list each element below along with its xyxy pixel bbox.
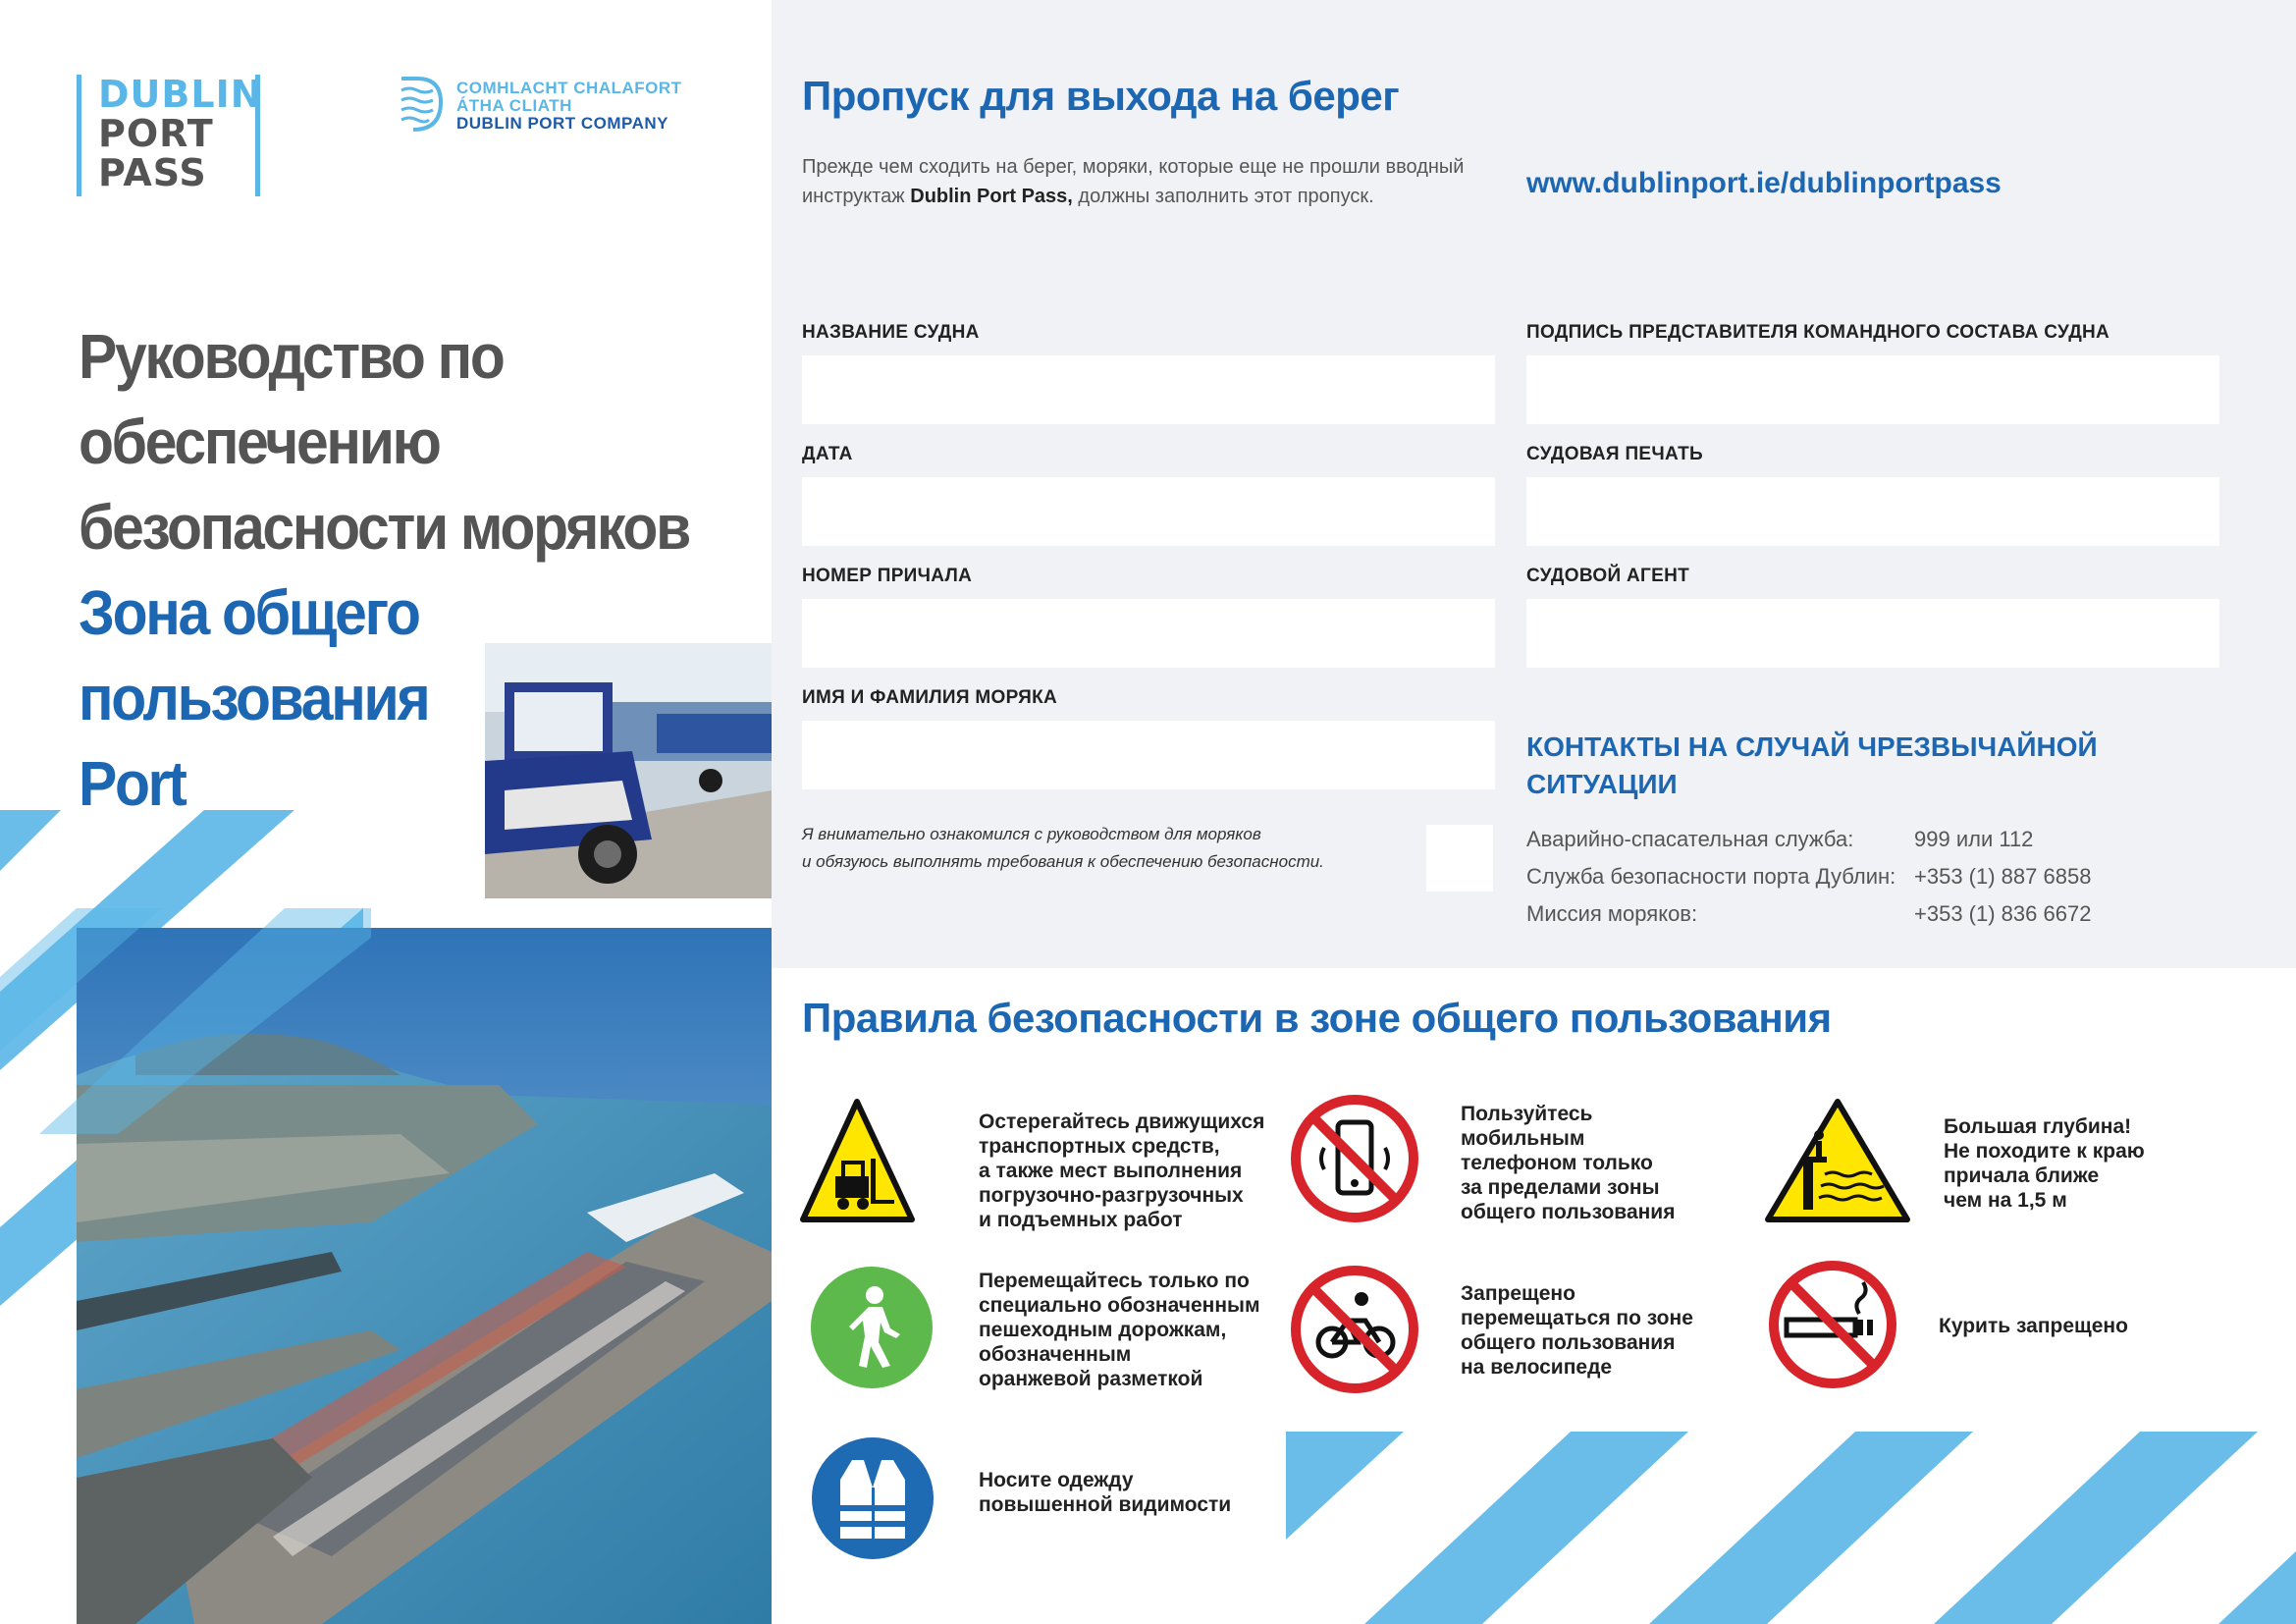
rule-text-line: перемещаться по зоне <box>1461 1307 1693 1329</box>
berth-number-field[interactable] <box>802 599 1495 668</box>
intro-text-1: Прежде чем сходить на берег, моряки, которые еще не прошли вводный инструктаж <box>802 156 1465 207</box>
shore-pass-intro <box>802 152 1489 211</box>
rule-text-line: транспортных средств, <box>979 1135 1220 1158</box>
hi-vis-vest-icon <box>811 1436 934 1560</box>
rule-text-line: телефоном только <box>1461 1152 1653 1174</box>
dublin-port-company-logo <box>398 75 721 134</box>
rule-text-line: за пределами зоны <box>1461 1176 1660 1199</box>
rule-text-line: повышенной видимости <box>979 1493 1232 1516</box>
rule-text-line: а также мест выполнения <box>979 1160 1243 1182</box>
mobile-phone-prohibited-icon <box>1289 1093 1420 1224</box>
rule-text-pedestrian <box>979 1269 1259 1391</box>
note-line2: и обязуюсь выполнять требования к обеспечению безопасности. <box>802 852 1324 871</box>
note-line1: Я внимательно ознакомился с руководством для моряков <box>802 825 1261 843</box>
guide-subtitle-line3: Port <box>79 748 186 819</box>
rule-text-mobile-phone <box>1461 1102 1675 1224</box>
intro-text-bold: Dublin Port Pass, <box>910 186 1073 207</box>
rule-text-line: Носите одежду <box>979 1469 1134 1491</box>
field-label-ship-agent: СУДОВОЙ АГЕНТ <box>1526 566 1689 586</box>
shore-pass-title: Пропуск для выхода на берег <box>802 73 1400 119</box>
field-label-vessel-name: НАЗВАНИЕ СУДНА <box>802 322 980 343</box>
seafarers-mission-phone: +353 (1) 836 6672 <box>1914 901 2092 926</box>
logo-line-pass: PASS <box>98 151 207 194</box>
field-label-ship-stamp: СУДОВАЯ ПЕЧАТЬ <box>1526 444 1703 464</box>
rule-text-line: погрузочно-разгрузочных <box>979 1184 1244 1207</box>
guide-subtitle-line2: пользования <box>79 663 429 733</box>
rule-text-forklift <box>979 1110 1264 1232</box>
logo-line-dublin: DUBLIN <box>98 73 263 116</box>
rule-text-line: обозначенным <box>979 1343 1132 1366</box>
rule-text-line: чем на 1,5 м <box>1944 1189 2067 1212</box>
rule-text-line: на велосипеде <box>1461 1356 1613 1379</box>
rule-text-line: и подъемных работ <box>979 1209 1183 1231</box>
dpc-line-english: DUBLIN PORT COMPANY <box>456 114 669 133</box>
rule-text-line: Не походите к краю <box>1944 1140 2145 1163</box>
officer-signature-field[interactable] <box>1526 355 2219 424</box>
acknowledgement-checkbox[interactable] <box>1426 825 1493 892</box>
field-label-seafarer-name: ИМЯ И ФАМИЛИЯ МОРЯКА <box>802 687 1058 708</box>
rule-text-line: причала ближе <box>1944 1164 2100 1187</box>
emergency-contacts-title: КОНТАКТЫ НА СЛУЧАЙ ЧРЕЗВЫЧАЙНОЙ СИТУАЦИИ <box>1526 731 2098 799</box>
decorative-stripes-right <box>1286 1432 2296 1624</box>
emergency-service-phone: 999 или 112 <box>1914 827 2034 851</box>
rule-text-line: Курить запрещено <box>1939 1315 2128 1337</box>
guide-title-line3: безопасности моряков <box>79 492 689 563</box>
rule-text-line: мобильным <box>1461 1127 1585 1150</box>
field-label-officer-signature: ПОДПИСЬ ПРЕДСТАВИТЕЛЯ КОМАНДНОГО СОСТАВА СУДНА <box>1526 322 2110 343</box>
emergency-service-name: Аварийно-спасательная служба: <box>1526 827 1854 851</box>
logo-bar-left <box>77 75 81 196</box>
guide-title-line2: обеспечению <box>79 406 440 477</box>
logo-line-port: PORT <box>98 112 214 155</box>
seafarers-mission-name: Миссия моряков: <box>1526 901 1698 926</box>
no-smoking-icon <box>1767 1259 1898 1390</box>
rule-text-line: специально обозначенным <box>979 1294 1260 1317</box>
field-label-date: ДАТА <box>802 444 853 464</box>
ship-agent-field[interactable] <box>1526 599 2219 668</box>
rule-text-line: пешеходным дорожкам, <box>979 1319 1227 1341</box>
rule-text-hi-vis <box>979 1468 1231 1517</box>
rule-text-line: Перемещайтесь только по <box>979 1270 1250 1292</box>
guide-title-line1: Руководство по <box>79 321 504 392</box>
rule-text-line: Пользуйтесь <box>1461 1103 1593 1125</box>
rule-text-line: общего пользования <box>1461 1331 1676 1354</box>
rule-text-no-smoking <box>1939 1314 2128 1338</box>
intro-text-2: должны заполнить этот пропуск. <box>1072 186 1374 207</box>
port-security-name: Служба безопасности порта Дублин: <box>1526 864 1896 889</box>
decorative-stripes-overlay <box>0 908 371 1134</box>
rule-text-line: Остерегайтесь движущихся <box>979 1110 1265 1133</box>
dpc-line-irish1: COMHLACHT CHALAFORT <box>456 79 682 97</box>
rule-text-deep-water <box>1944 1114 2145 1213</box>
vessel-name-field[interactable] <box>802 355 1495 424</box>
date-field[interactable] <box>802 477 1495 546</box>
rule-text-line: оранжевой разметкой <box>979 1368 1203 1390</box>
dpc-line-irish2: ÁTHA CLIATH <box>456 96 572 115</box>
pedestrian-route-icon <box>810 1266 934 1389</box>
field-label-berth-number: НОМЕР ПРИЧАЛА <box>802 566 973 586</box>
safety-rules-title: Правила безопасности в зоне общего пользования <box>802 995 1832 1041</box>
no-bicycle-icon <box>1289 1264 1420 1395</box>
dpc-wave-icon <box>398 75 453 134</box>
acknowledgement-note <box>802 821 1352 876</box>
rule-text-line: Запрещено <box>1461 1282 1575 1305</box>
rule-text-line: общего пользования <box>1461 1201 1676 1223</box>
deep-water-warning-icon <box>1764 1098 1911 1225</box>
forklift-warning-icon <box>800 1098 915 1225</box>
terminal-tractor-photo <box>485 643 772 898</box>
seafarer-name-field[interactable] <box>802 721 1495 789</box>
ship-stamp-field[interactable] <box>1526 477 2219 546</box>
rule-text-line: Большая глубина! <box>1944 1115 2132 1138</box>
left-panel <box>0 0 772 1624</box>
guide-subtitle-line1: Зона общего <box>79 577 419 648</box>
dublin-port-pass-logo <box>77 75 263 196</box>
rule-text-bicycle <box>1461 1281 1693 1380</box>
port-security-phone: +353 (1) 887 6858 <box>1914 864 2092 889</box>
dublin-port-pass-link[interactable]: www.dublinport.ie/dublinportpass <box>1526 167 2002 199</box>
